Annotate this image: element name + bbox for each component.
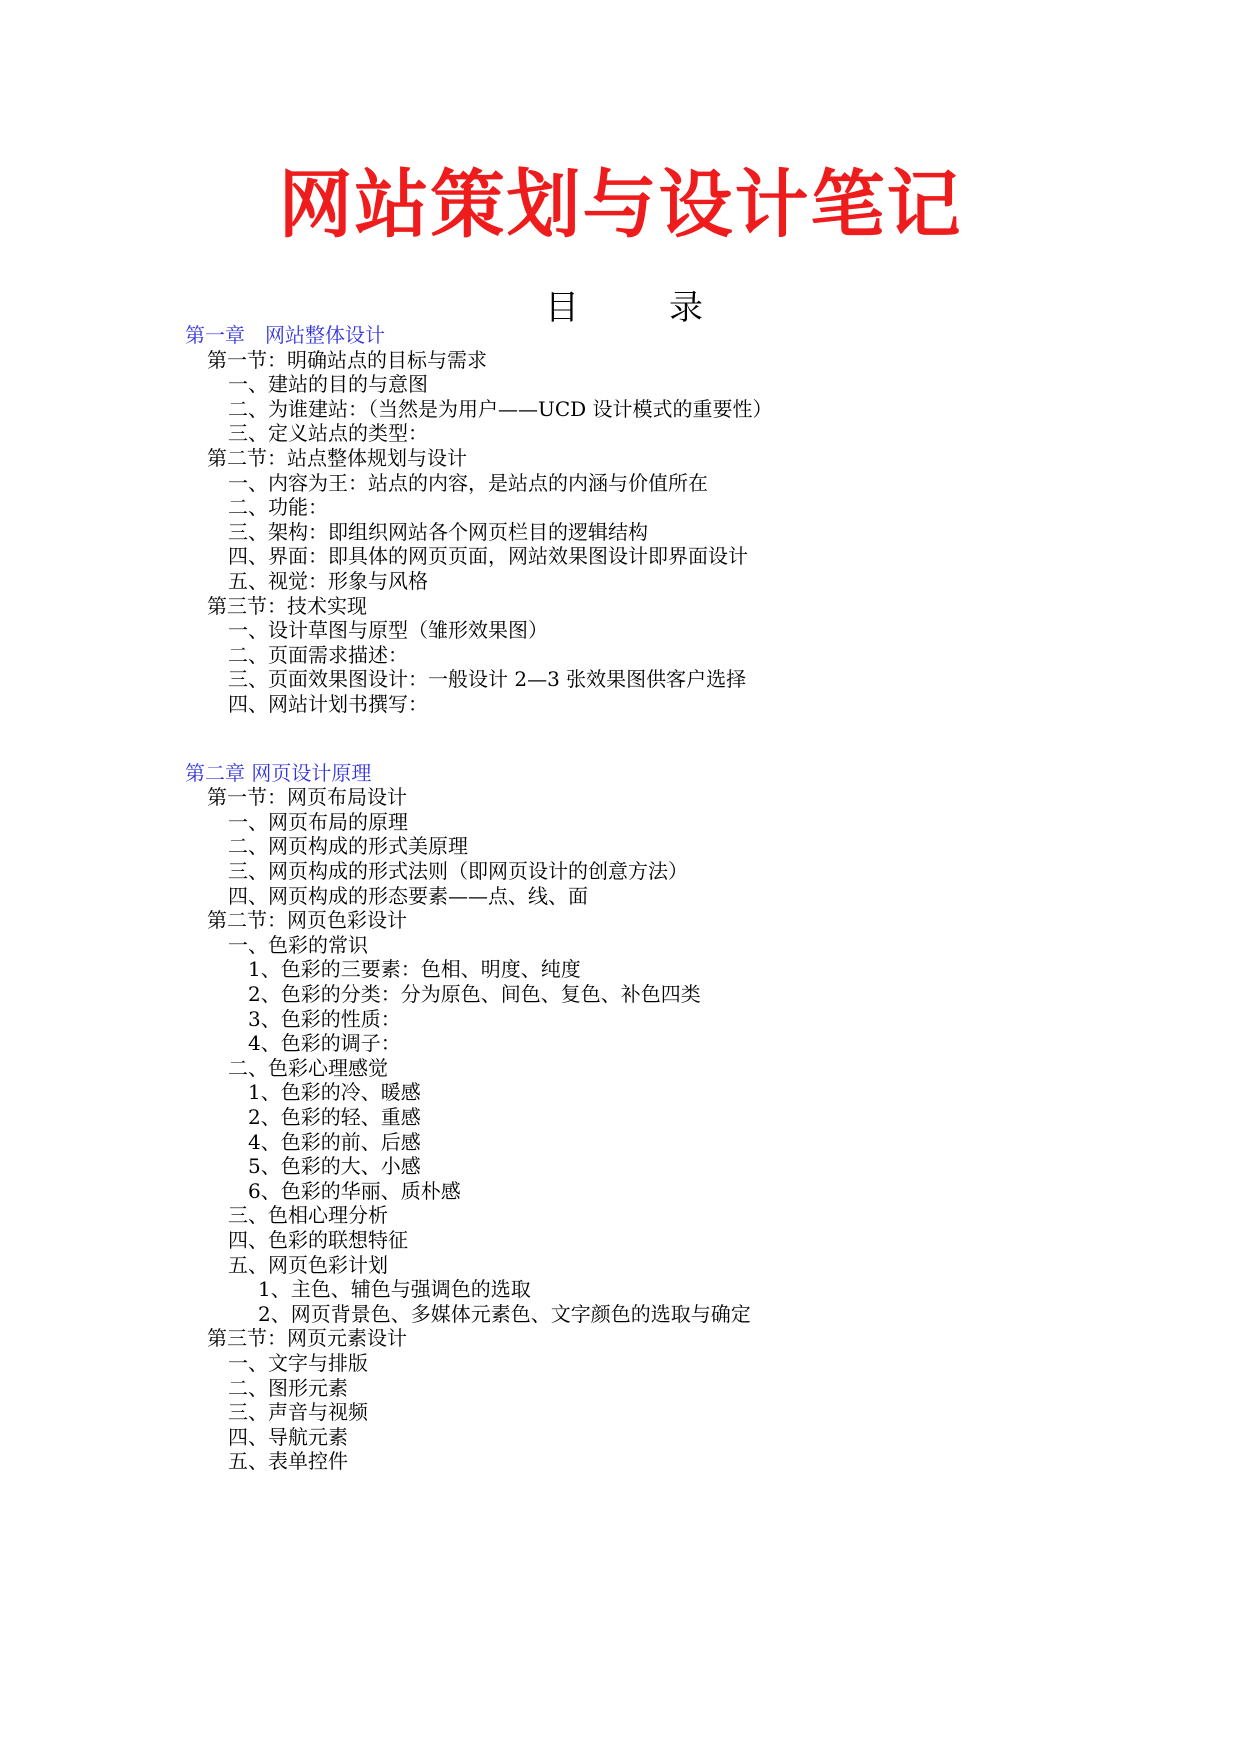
toc-item: 二、图形元素 [228,1375,348,1400]
toc-item: 一、文字与排版 [228,1351,368,1375]
toc-subitem: 2、色彩的轻、重感 [248,1105,421,1129]
toc-section: 第三节：网页元素设计 [207,1326,407,1351]
toc-subitem: 4、色彩的调子： [248,1031,401,1056]
toc-item: 四、界面：即具体的网页页面，网站效果图设计即界面设计 [228,544,748,569]
toc-item: 一、网页布局的原理 [228,809,408,834]
document-title: 网站策划与设计笔记 [278,162,963,248]
toc-heading-char-1: 目 [545,288,579,328]
toc-item: 三、网页构成的形式法则（即网页设计的创意方法） [228,859,688,883]
toc-subitem: 1、主色、辅色与强调色的选取 [258,1277,531,1302]
toc-chapter: 第二章 网页设计原理 [185,760,372,785]
toc-heading-char-2: 录 [669,288,703,328]
toc-subitem: 6、色彩的华丽、质朴感 [248,1178,461,1203]
toc-item: 二、为谁建站：（当然是为用户——UCD 设计模式的重要性） [228,396,773,421]
toc-item: 三、页面效果图设计：一般设计 2—3 张效果图供客户选择 [228,667,747,692]
toc-section: 第二节：网页色彩设计 [207,908,407,933]
toc-item: 三、声音与视频 [228,1400,368,1425]
toc-item: 二、网页构成的形式美原理 [228,834,468,859]
toc-item: 一、色彩的常识 [228,932,368,957]
toc-item: 二、色彩心理感觉 [228,1055,388,1080]
toc-item: 二、页面需求描述： [228,642,408,667]
toc-subitem: 2、色彩的分类：分为原色、间色、复色、补色四类 [248,982,701,1006]
toc-subitem: 4、色彩的前、后感 [248,1129,421,1154]
toc-item: 五、视觉：形象与风格 [228,569,428,593]
toc-heading [545,288,703,328]
toc-item: 一、内容为王：站点的内容，是站点的内涵与价值所在 [228,470,708,495]
toc-chapter: 第一章 网站整体设计 [185,323,385,347]
toc-item: 五、表单控件 [228,1449,348,1474]
toc-item: 一、设计草图与原型（雏形效果图） [228,618,548,643]
toc-item: 三、色相心理分析 [228,1203,388,1228]
toc-item: 一、建站的目的与意图 [228,372,428,397]
toc-item: 五、网页色彩计划 [228,1252,388,1277]
toc-subitem: 3、色彩的性质： [248,1006,401,1031]
toc-item: 四、导航元素 [228,1424,348,1449]
toc-subitem: 2、网页背景色、多媒体元素色、文字颜色的选取与确定 [258,1301,751,1326]
toc-section: 第一节：网页布局设计 [207,785,407,810]
toc-subitem: 1、色彩的三要素：色相、明度、纯度 [248,957,581,982]
toc-item: 四、网页构成的形态要素——点、线、面 [228,883,588,908]
toc-item: 四、色彩的联想特征 [228,1228,408,1252]
toc-item: 二、功能： [228,495,328,520]
toc-item: 四、网站计划书撰写： [228,692,428,716]
toc-item: 三、定义站点的类型： [228,421,428,446]
toc-subitem: 1、色彩的冷、暖感 [248,1080,421,1105]
toc-section: 第三节：技术实现 [207,593,367,618]
toc-item: 三、架构：即组织网站各个网页栏目的逻辑结构 [228,519,648,544]
toc-section: 第二节：站点整体规划与设计 [207,446,467,470]
toc-section: 第一节：明确站点的目标与需求 [207,347,487,372]
toc-subitem: 5、色彩的大、小感 [248,1154,421,1179]
